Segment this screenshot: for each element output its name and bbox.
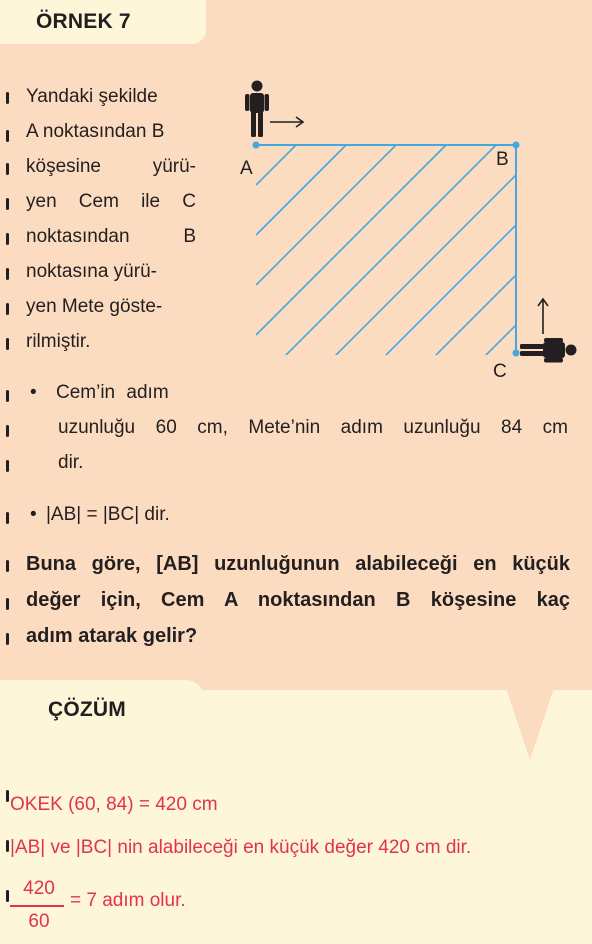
margin-mark: [6, 633, 9, 645]
point-b: [513, 142, 520, 149]
intro-line: Yandaki şekilde: [26, 86, 158, 107]
label-a: A: [240, 158, 253, 179]
question-text: [26, 546, 570, 654]
margin-mark: [6, 512, 9, 524]
fraction-result: = 7 adım olur.: [70, 890, 186, 911]
margin-mark: [6, 890, 9, 902]
intro-line: A noktasından B: [26, 121, 165, 142]
margin-mark: [6, 338, 9, 350]
bullet-marker: •: [30, 382, 37, 403]
bullet-text: dir.: [58, 452, 84, 473]
example-title: ÖRNEK 7: [36, 10, 131, 33]
intro-line: noktasından B: [26, 226, 196, 247]
label-b: B: [496, 149, 509, 170]
arrow-right-icon: [270, 117, 303, 127]
point-c: [513, 350, 520, 357]
intro-text: [26, 79, 196, 359]
bullet-marker: •: [30, 504, 37, 525]
margin-mark: [6, 425, 9, 437]
margin-mark: [6, 198, 9, 210]
intro-line: rilmiştir.: [26, 331, 91, 352]
question-line: adım atarak gelir?: [26, 625, 198, 647]
margin-mark: [6, 233, 9, 245]
margin-mark: [6, 560, 9, 572]
intro-line: noktasına yürü-: [26, 261, 157, 282]
margin-mark: [6, 92, 9, 104]
question-line: Buna göre, [AB] uzunluğunun alabileceği en küçük: [26, 553, 570, 575]
margin-mark: [6, 840, 9, 852]
person-walking-icon: [520, 338, 577, 363]
margin-mark: [6, 268, 9, 280]
person-walking-icon: [245, 81, 269, 138]
question-line: değer için, Cem A noktasından B köşesine kaç: [26, 589, 570, 611]
intro-line: yen Mete göste-: [26, 296, 163, 317]
solution-line: OKEK (60, 84) = 420 cm: [10, 794, 218, 815]
bullet-text: Cem’in adım: [56, 382, 169, 403]
margin-mark: [6, 460, 9, 472]
geometry-figure: [230, 72, 592, 382]
point-a: [253, 142, 260, 149]
callout-pointer: [506, 688, 554, 760]
margin-mark: [6, 790, 9, 802]
bullet-text: |AB| = |BC| dir.: [46, 504, 170, 525]
fraction-denominator: 60: [28, 911, 50, 932]
intro-line: yen Cem ile C: [26, 191, 196, 212]
margin-mark: [6, 303, 9, 315]
fraction-bar: [10, 905, 64, 907]
intro-line: köşesine yürü-: [26, 156, 196, 177]
margin-mark: [6, 163, 9, 175]
margin-mark: [6, 390, 9, 402]
margin-mark: [6, 130, 9, 142]
label-c: C: [493, 361, 507, 382]
fraction-numerator: 420: [23, 878, 55, 899]
bullet-text: uzunluğu 60 cm, Mete’nin adım uzunluğu 84 cm: [58, 417, 568, 438]
solution-line: |AB| ve |BC| nin alabileceği en küçük değer 420 cm dir.: [10, 837, 472, 858]
arrow-up-icon: [538, 299, 548, 334]
solution-title: ÇÖZÜM: [48, 698, 126, 721]
margin-mark: [6, 598, 9, 610]
